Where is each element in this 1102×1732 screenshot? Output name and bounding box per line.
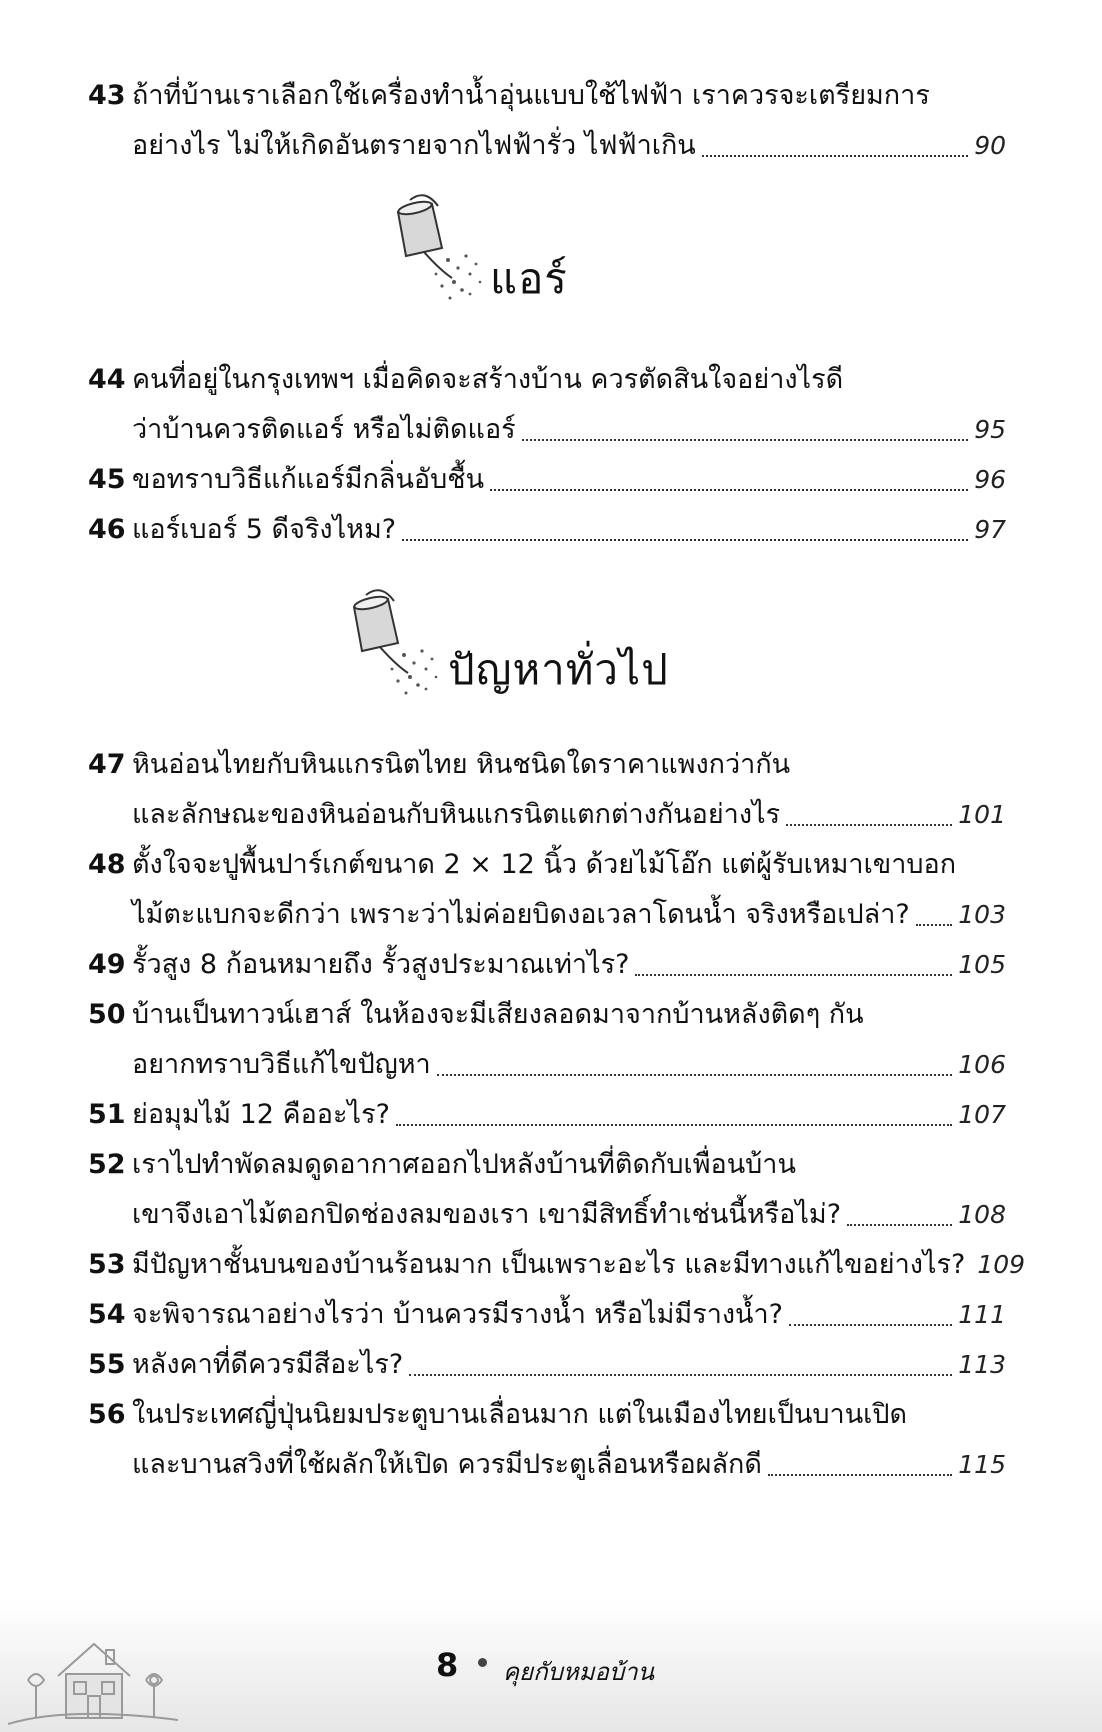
leader-dots xyxy=(768,1474,952,1476)
toc-entry-45[interactable] xyxy=(88,455,1006,505)
entry-line xyxy=(88,790,1006,840)
entry-text: และลักษณะของหินอ่อนกับหินแกรนิตแตกต่างกันอย่างไร xyxy=(132,799,781,830)
page-number: 8 xyxy=(436,1646,459,1684)
entry-number: 43 xyxy=(88,80,126,111)
entry-number: 47 xyxy=(88,749,126,780)
section-title: ปัญหาทั่วไป xyxy=(448,645,669,694)
entry-page: 109 xyxy=(977,1250,1026,1279)
entry-line xyxy=(88,890,1006,940)
entry-page: 97 xyxy=(974,515,1006,544)
leader-dots xyxy=(490,489,968,491)
toc-entry-50[interactable] xyxy=(88,990,1006,1090)
entry-text: แอร์เบอร์ 5 ดีจริงไหม? xyxy=(132,514,397,545)
entry-page: 107 xyxy=(958,1100,1006,1129)
entry-line xyxy=(88,1440,1006,1490)
entry-number: 44 xyxy=(88,364,126,395)
entry-line xyxy=(88,1340,1006,1390)
entry-line xyxy=(88,1090,1006,1140)
leader-dots xyxy=(409,1374,952,1376)
entry-text: ในประเทศญี่ปุ่นนิยมประตูบานเลื่อนมาก แต่ในเมืองไทยเป็นบานเปิด xyxy=(132,1399,908,1430)
entry-text: ย่อมุมไม้ 12 คืออะไร? xyxy=(132,1099,390,1130)
entry-text: ขอทราบวิธีแก้แอร์มีกลิ่นอับชื้น xyxy=(132,464,485,495)
entry-text: หลังคาที่ดีควรมีสีอะไร? xyxy=(132,1349,404,1380)
entry-line xyxy=(88,1390,1006,1440)
leader-dots xyxy=(635,974,952,976)
entry-page: 108 xyxy=(958,1200,1006,1229)
toc-entry-51[interactable] xyxy=(88,1090,1006,1140)
entry-line xyxy=(88,405,1006,455)
entry-text: คนที่อยู่ในกรุงเทพฯ เมื่อคิดจะสร้างบ้าน ควรตัดสินใจอย่างไรดี xyxy=(132,364,844,395)
entry-number: 45 xyxy=(88,464,126,495)
entry-page: 103 xyxy=(958,900,1006,929)
entry-number: 52 xyxy=(88,1149,126,1180)
entry-line xyxy=(88,505,1006,555)
entry-line xyxy=(88,71,1006,121)
leader-dots xyxy=(786,824,952,826)
entry-text: เขาจึงเอาไม้ตอกปิดช่องลมของเรา เขามีสิทธิ์ทำเช่นนี้หรือไม่? xyxy=(132,1199,842,1230)
leader-dots xyxy=(437,1074,953,1076)
toc-entry-52[interactable] xyxy=(88,1140,1006,1240)
entry-page: 115 xyxy=(958,1450,1006,1479)
entry-text: จะพิจารณาอย่างไรว่า บ้านควรมีรางน้ำ หรือไม่มีรางน้ำ? xyxy=(132,1299,783,1330)
entry-number: 51 xyxy=(88,1099,126,1130)
section-header-air xyxy=(380,190,568,310)
toc-entry-55[interactable] xyxy=(88,1340,1006,1390)
entry-number: 55 xyxy=(88,1349,126,1380)
entry-line xyxy=(88,121,1006,171)
entry-number: 48 xyxy=(88,849,126,880)
entry-page: 95 xyxy=(974,415,1006,444)
entry-text: และบานสวิงที่ใช้ผลักให้เปิด ควรมีประตูเลื่อนหรือผลักดี xyxy=(132,1449,762,1480)
toc-entry-48[interactable] xyxy=(88,840,1006,940)
toc-entry-47[interactable] xyxy=(88,740,1006,840)
toc-entry-43[interactable] xyxy=(88,71,1006,171)
entry-page: 113 xyxy=(958,1350,1006,1379)
leader-dots xyxy=(522,439,969,441)
entry-page: 96 xyxy=(974,465,1006,494)
entry-number: 46 xyxy=(88,514,126,545)
entry-number: 50 xyxy=(88,999,126,1030)
leader-dots xyxy=(702,155,968,157)
entry-line xyxy=(88,1190,1006,1240)
entry-text: เราไปทำพัดลมดูดอากาศออกไปหลังบ้านที่ติดกับเพื่อนบ้าน xyxy=(132,1149,796,1180)
toc-entry-46[interactable] xyxy=(88,505,1006,555)
entry-line xyxy=(88,990,1006,1040)
entry-number: 56 xyxy=(88,1399,126,1430)
entry-line xyxy=(88,940,1006,990)
section-title: แอร์ xyxy=(490,254,568,303)
leader-dots xyxy=(789,1324,952,1326)
entry-page: 90 xyxy=(974,131,1006,160)
entry-page: 111 xyxy=(958,1300,1006,1329)
entry-number: 53 xyxy=(88,1249,126,1280)
entry-line xyxy=(88,355,1006,405)
page-footer xyxy=(0,1600,1102,1732)
entry-text: ไม้ตะแบกจะดีกว่า เพราะว่าไม่ค่อยบิดงอเวลาโดนน้ำ จริงหรือเปล่า? xyxy=(132,899,910,930)
entry-line xyxy=(88,740,1006,790)
toc-entry-56[interactable] xyxy=(88,1390,1006,1490)
entry-text: หินอ่อนไทยกับหินแกรนิตไทย หินชนิดใดราคาแพงกว่ากัน xyxy=(132,749,791,780)
entry-page: 106 xyxy=(958,1050,1006,1079)
watering-can-icon xyxy=(336,585,446,705)
house-icon xyxy=(8,1620,178,1732)
entry-number: 54 xyxy=(88,1299,126,1330)
entry-text: ถ้าที่บ้านเราเลือกใช้เครื่องทำน้ำอุ่นแบบใช้ไฟฟ้า เราควรจะเตรียมการ xyxy=(132,80,930,111)
toc-entry-53[interactable] xyxy=(88,1240,1026,1290)
toc-entry-54[interactable] xyxy=(88,1290,1006,1340)
toc-entry-49[interactable] xyxy=(88,940,1006,990)
entry-text: อย่างไร ไม่ให้เกิดอันตรายจากไฟฟ้ารั่ว ไฟฟ้าเกิน xyxy=(132,130,696,161)
entry-text: ตั้งใจจะปูพื้นปาร์เกต์ขนาด 2 × 12 นิ้ว ด้วยไม้โอ๊ก แต่ผู้รับเหมาเขาบอก xyxy=(132,849,957,880)
toc-entry-44[interactable] xyxy=(88,355,1006,455)
entry-page: 101 xyxy=(958,800,1006,829)
entry-text: อยากทราบวิธีแก้ไขปัญหา xyxy=(132,1049,431,1080)
entry-line xyxy=(88,455,1006,505)
entry-line xyxy=(88,840,1006,890)
entry-text: ว่าบ้านควรติดแอร์ หรือไม่ติดแอร์ xyxy=(132,414,516,445)
entry-page: 105 xyxy=(958,950,1006,979)
leader-dots xyxy=(402,539,968,541)
entry-line xyxy=(88,1240,1026,1290)
entry-text: รั้วสูง 8 ก้อนหมายถึง รั้วสูงประมาณเท่าไร? xyxy=(132,949,630,980)
entry-number: 49 xyxy=(88,949,126,980)
book-title: คุยกับหมอบ้าน xyxy=(503,1658,655,1686)
entry-text: บ้านเป็นทาวน์เฮาส์ ในห้องจะมีเสียงลอดมาจากบ้านหลังติดๆ กัน xyxy=(132,999,864,1030)
section-header-general xyxy=(336,585,669,705)
leader-dots xyxy=(396,1124,952,1126)
bullet-separator xyxy=(478,1658,487,1667)
leader-dots xyxy=(847,1224,952,1226)
entry-line xyxy=(88,1290,1006,1340)
leader-dots xyxy=(916,924,953,926)
entry-line xyxy=(88,1140,1006,1190)
entry-text: มีปัญหาชั้นบนของบ้านร้อนมาก เป็นเพราะอะไร และมีทางแก้ไขอย่างไร? xyxy=(132,1249,966,1280)
watering-can-icon xyxy=(380,190,490,310)
entry-line xyxy=(88,1040,1006,1090)
